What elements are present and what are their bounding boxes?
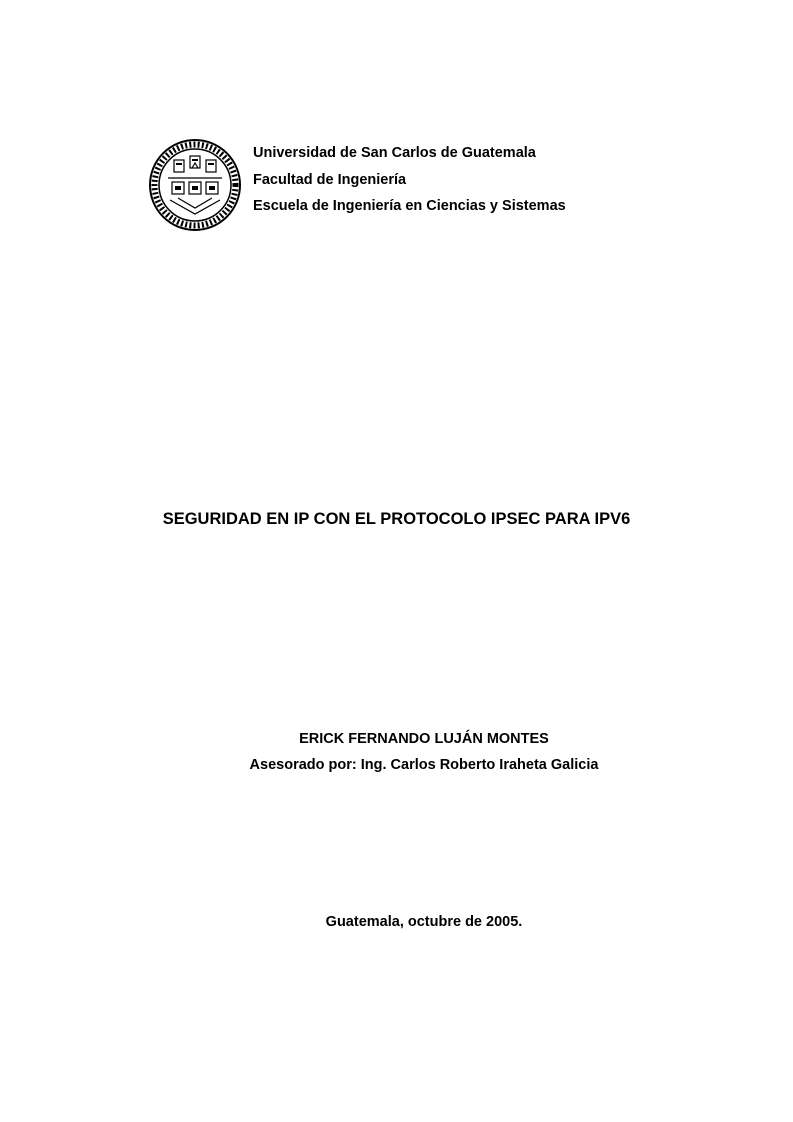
faculty-name: Facultad de Ingeniería — [253, 171, 407, 188]
institution-header — [253, 140, 566, 220]
place-date: Guatemala, octubre de 2005. — [325, 914, 523, 930]
advisor-line: Asesorado por: Ing. Carlos Roberto Iraheta Galicia — [249, 757, 599, 773]
university-seal-icon — [148, 138, 242, 232]
author-name: ERICK FERNANDO LUJÁN MONTES — [299, 731, 549, 747]
university-name: Universidad de San Carlos de Guatemala — [253, 145, 536, 161]
thesis-title: SEGURIDAD EN IP CON EL PROTOCOLO IPSEC PARA IPV6 — [162, 510, 631, 528]
school-name: Escuela de Ingeniería en Ciencias y Sistemas — [253, 198, 566, 214]
author-block — [0, 726, 793, 778]
